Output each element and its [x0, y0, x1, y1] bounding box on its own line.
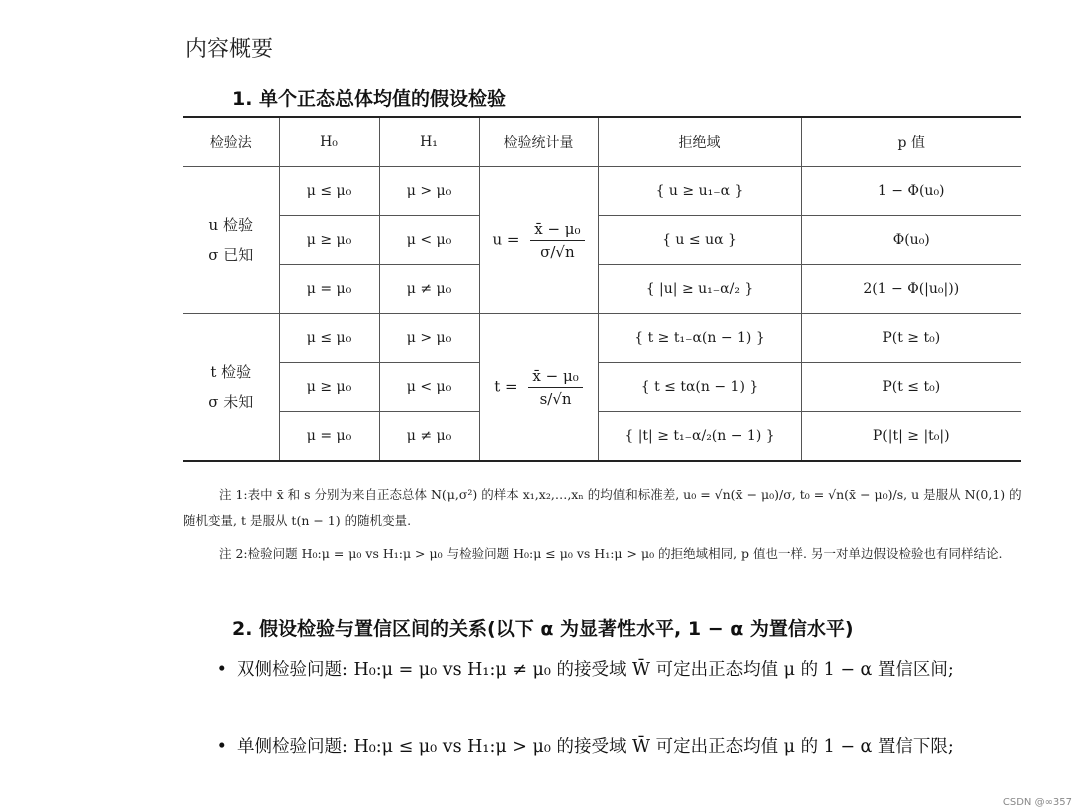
table-row	[183, 314, 1021, 363]
h0-cell: μ = μ₀	[279, 412, 379, 462]
bullet-one-sided	[185, 731, 1028, 763]
header-method: 检验法	[183, 117, 279, 167]
h0-cell: μ = μ₀	[279, 265, 379, 314]
p-value-cell: P(t ≤ t₀)	[801, 363, 1021, 412]
statistic-numerator: x̄ − μ₀	[528, 367, 582, 388]
bullet-dot: •	[216, 737, 227, 757]
p-value-cell: 2(1 − Φ(|u₀|))	[801, 265, 1021, 314]
note-2	[183, 541, 1028, 567]
h1-cell: μ < μ₀	[379, 216, 479, 265]
table-row	[183, 412, 1021, 462]
table-row	[183, 265, 1021, 314]
header-rejection-region: 拒绝域	[598, 117, 801, 167]
statistic-cell-u	[479, 167, 598, 314]
statistic-lhs: t =	[494, 377, 518, 395]
note-1-text: 注 1:表中 x̄ 和 s 分别为来自正态总体 N(μ,σ²) 的样本 x₁,x₂,…,xₙ 的均值和标准差, u₀ = √n(x̄ − μ₀)/σ, t₀ = √n(x̄ − μ₀)/s, u 是服从 N(0,1) 的随机变量, t 是服从 t(n − 1) 的随机变量.	[183, 487, 1022, 528]
h1-cell: μ > μ₀	[379, 314, 479, 363]
h0-cell: μ ≤ μ₀	[279, 314, 379, 363]
h1-cell: μ > μ₀	[379, 167, 479, 216]
table-header-row	[183, 117, 1021, 167]
method-label: t 检验	[210, 363, 252, 381]
statistic-fraction	[530, 220, 584, 261]
header-p-value: p 值	[801, 117, 1021, 167]
bullet-dot: •	[216, 660, 227, 680]
table-row	[183, 363, 1021, 412]
statistic-numerator: x̄ − μ₀	[530, 220, 584, 241]
method-condition: σ 未知	[208, 393, 254, 411]
rejection-cell: { u ≥ u₁₋α }	[598, 167, 801, 216]
rejection-cell: { t ≤ tα(n − 1) }	[598, 363, 801, 412]
statistic-denominator: σ/√n	[540, 242, 575, 261]
rejection-cell: { |u| ≥ u₁₋α/₂ }	[598, 265, 801, 314]
rejection-cell: { |t| ≥ t₁₋α/₂(n − 1) }	[598, 412, 801, 462]
method-label: u 检验	[208, 216, 253, 234]
p-value-cell: P(|t| ≥ |t₀|)	[801, 412, 1021, 462]
p-value-cell: 1 − Φ(u₀)	[801, 167, 1021, 216]
rejection-cell: { t ≥ t₁₋α(n − 1) }	[598, 314, 801, 363]
table-row	[183, 216, 1021, 265]
table-row	[183, 167, 1021, 216]
bullet-text: 单侧检验问题: H₀:μ ≤ μ₀ vs H₁:μ > μ₀ 的接受域 W̄ 可定出正态均值 μ 的 1 − α 置信下限;	[237, 737, 954, 757]
bullet-text: 双侧检验问题: H₀:μ = μ₀ vs H₁:μ ≠ μ₀ 的接受域 W̄ 可定出正态均值 μ 的 1 − α 置信区间;	[237, 660, 954, 680]
method-cell-t-test	[183, 314, 279, 462]
bullet-two-sided	[185, 654, 1028, 686]
rejection-cell: { u ≤ uα }	[598, 216, 801, 265]
h1-cell: μ < μ₀	[379, 363, 479, 412]
hypothesis-test-table	[183, 116, 1021, 462]
header-h0: H₀	[279, 117, 379, 167]
h1-cell: μ ≠ μ₀	[379, 265, 479, 314]
method-condition: σ 已知	[208, 246, 254, 264]
section-1-title: 1. 单个正态总体均值的假设检验	[232, 88, 507, 110]
p-value-cell: P(t ≥ t₀)	[801, 314, 1021, 363]
statistic-fraction	[528, 367, 582, 408]
statistic-cell-t	[479, 314, 598, 462]
section-2-title: 2. 假设检验与置信区间的关系(以下 α 为显著性水平, 1 − α 为置信水平)	[232, 618, 854, 640]
method-cell-u-test	[183, 167, 279, 314]
header-statistic: 检验统计量	[479, 117, 598, 167]
header-h1: H₁	[379, 117, 479, 167]
note-2-text: 注 2:检验问题 H₀:μ = μ₀ vs H₁:μ > μ₀ 与检验问题 H₀:μ ≤ μ₀ vs H₁:μ > μ₀ 的拒绝域相同, p 值也一样. 另一对单边假设检验也有同样结论.	[219, 546, 1003, 561]
h0-cell: μ ≤ μ₀	[279, 167, 379, 216]
h0-cell: μ ≥ μ₀	[279, 216, 379, 265]
note-1	[183, 482, 1028, 534]
p-value-cell: Φ(u₀)	[801, 216, 1021, 265]
watermark: CSDN @∞357	[1002, 797, 1072, 808]
statistic-denominator: s/√n	[539, 389, 572, 408]
h0-cell: μ ≥ μ₀	[279, 363, 379, 412]
statistic-lhs: u =	[492, 230, 520, 248]
h1-cell: μ ≠ μ₀	[379, 412, 479, 462]
page-title: 内容概要	[185, 37, 274, 62]
